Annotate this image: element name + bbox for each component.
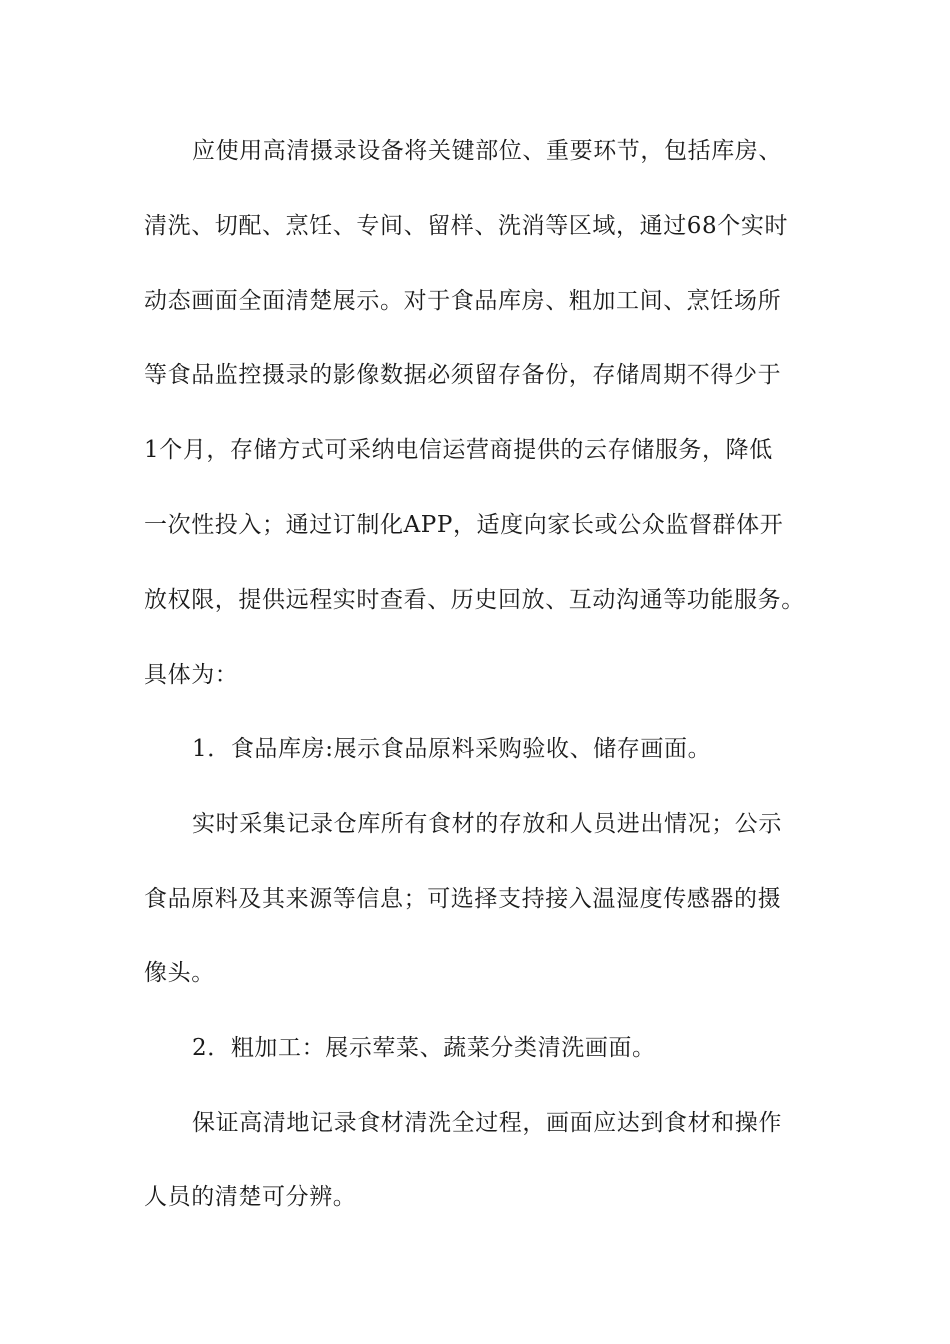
- paragraph-3-line-2: 人员的清楚可分辨。: [144, 1184, 357, 1210]
- section-2-heading: 2．粗加工：展示荤菜、蔬菜分类清洗画面。: [192, 1035, 656, 1061]
- paragraph-1-line-6: 一次性投入；通过订制化APP，适度向家长或公众监督群体开: [144, 512, 784, 538]
- section-1-heading: 1．食品库房:展示食品原料采购验收、储存画面。: [192, 736, 712, 762]
- paragraph-1-line-5: 1个月，存储方式可采纳电信运营商提供的云存储服务，降低: [144, 437, 773, 463]
- paragraph-2-line-3: 像头。: [144, 960, 215, 986]
- paragraph-1-line-8: 具体为：: [144, 662, 239, 688]
- paragraph-1-line-2: 清洗、切配、烹饪、专间、留样、洗消等区域，通过68个实时: [144, 213, 789, 239]
- paragraph-1-line-4: 等食品监控摄录的影像数据必须留存备份，存储周期不得少于: [144, 362, 782, 388]
- paragraph-2-line-1: 实时采集记录仓库所有食材的存放和人员进出情况；公示: [192, 811, 782, 837]
- paragraph-2-line-2: 食品原料及其来源等信息；可选择支持接入温湿度传感器的摄: [144, 886, 782, 912]
- paragraph-1-line-7: 放权限，提供远程实时查看、历史回放、互动沟通等功能服务。: [144, 587, 805, 613]
- paragraph-1-line-1: 应使用高清摄录设备将关键部位、重要环节，包括库房、: [192, 138, 782, 164]
- paragraph-1-line-3: 动态画面全面清楚展示。对于食品库房、粗加工间、烹饪场所: [144, 288, 782, 314]
- paragraph-3-line-1: 保证高清地记录食材清洗全过程，画面应达到食材和操作: [192, 1110, 782, 1136]
